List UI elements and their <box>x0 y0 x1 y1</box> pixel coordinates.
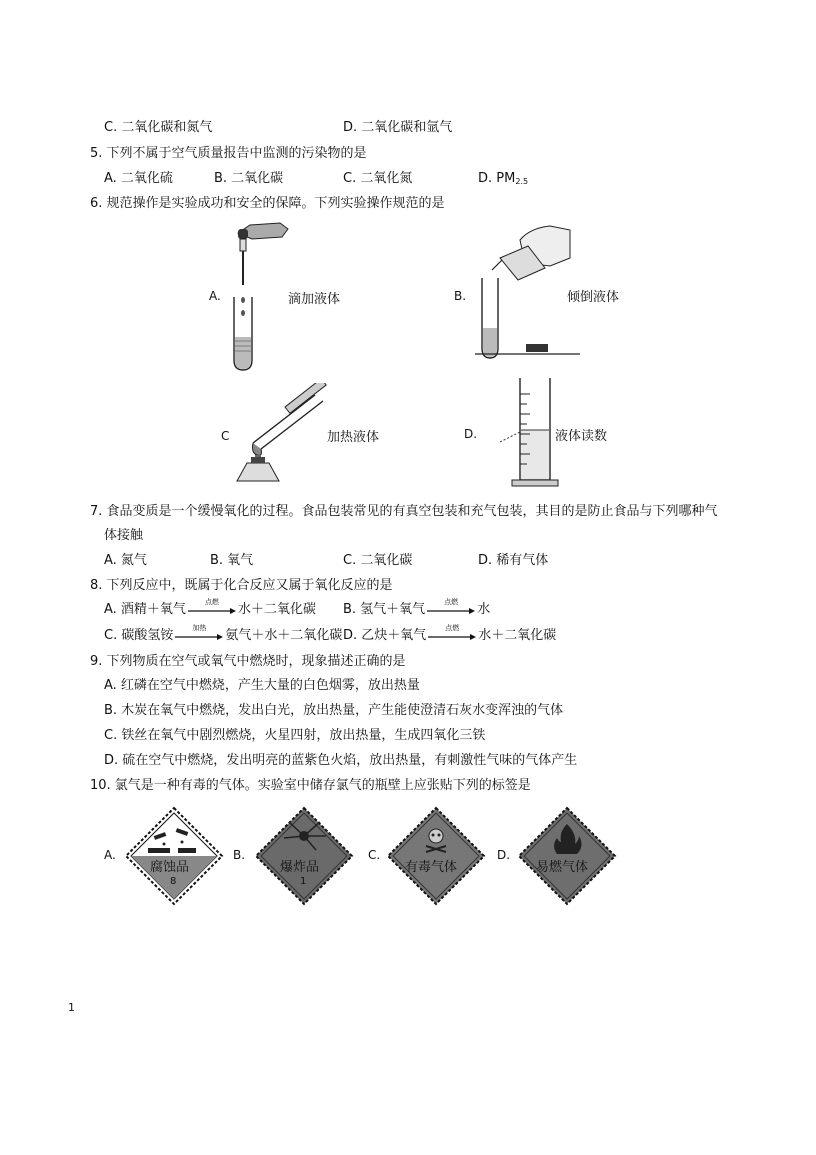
q4-option-d: D. 二氧化碳和氩气 <box>343 120 453 135</box>
q10-letter-d: D. <box>497 848 511 862</box>
q9-stem: 9. 下列物质在空气或氧气中燃烧时，现象描述正确的是 <box>90 654 406 669</box>
toxic-gas-label-text: 有毒气体 <box>405 860 458 875</box>
q10-letter-c: C. <box>368 848 381 862</box>
q6-caption-c: 加热液体 <box>327 430 380 445</box>
q6-letter-d: D. <box>464 427 478 441</box>
reaction-arrow-icon: 点燃 <box>187 603 237 617</box>
explosive-label-text: 爆炸品 <box>280 860 320 875</box>
q8-option-a: A. 酒精＋氧气 点燃 水＋二氧化碳 <box>104 597 316 617</box>
q6-caption-d: 液体读数 <box>555 429 608 444</box>
q6-letter-a: A. <box>209 289 221 303</box>
q9-option-d: D. 硫在空气中燃烧，发出明亮的蓝紫色火焰，放出热量，有刺激性气味的气体产生 <box>104 753 578 768</box>
q6-letter-b: B. <box>454 289 467 303</box>
corrosive-class-number: 8 <box>170 876 177 887</box>
q5-option-a: A. 二氧化硫 <box>104 171 173 186</box>
q7-option-b: B. 氧气 <box>210 553 254 568</box>
q7-stem-line2: 体接触 <box>104 528 144 543</box>
q7-option-a: A. 氮气 <box>104 553 147 568</box>
reaction-arrow-icon: 加热 <box>174 629 224 643</box>
q10-stem: 10. 氯气是一种有毒的气体。实验室中储存氯气的瓶壁上应张贴下列的标签是 <box>90 778 531 793</box>
q6-stem: 6. 规范操作是实验成功和安全的保障。下列实验操作规范的是 <box>90 196 445 211</box>
pouring-liquid-figure <box>470 218 580 363</box>
q9-option-a: A. 红磷在空气中燃烧，产生大量的白色烟雾，放出热量 <box>104 678 420 693</box>
heating-liquid-figure <box>225 383 335 483</box>
q5-option-d: D. $PM_{2.5}$ <box>478 171 529 186</box>
q7-stem-line1: 7. 食品变质是一个缓慢氧化的过程。食品包装常见的有真空包装和充气包装，其目的是防止食品与下列哪种气 <box>90 504 718 519</box>
q4-option-c: C. 二氧化碳和氮气 <box>104 120 213 135</box>
q9-option-c: C. 铁丝在氧气中剧烈燃烧，火星四射，放出热量，生成四氧化三铁 <box>104 728 486 743</box>
q8-option-d: D. 乙炔＋氧气 点燃 水＋二氧化碳 <box>343 623 557 643</box>
q8-option-c: C. 碳酸氢铵 加热 氨气＋水＋二氧化碳 <box>104 623 343 643</box>
q5-option-b: B. 二氧化碳 <box>214 171 284 186</box>
corrosive-label-text: 腐蚀品 <box>150 860 190 875</box>
reaction-arrow-icon: 点燃 <box>426 603 476 617</box>
q8-option-b: B. 氢气＋氧气 点燃 水 <box>343 597 491 617</box>
q10-letter-b: B. <box>233 848 246 862</box>
page-number: 1 <box>68 1001 75 1014</box>
q10-letter-a: A. <box>104 848 116 862</box>
q5-stem: 5. 下列不属于空气质量报告中监测的污染物的是 <box>90 146 367 161</box>
q5-option-c: C. 二氧化氮 <box>343 171 413 186</box>
q6-letter-c: C <box>221 429 230 443</box>
q6-caption-a: 滴加液体 <box>288 292 341 307</box>
flammable-gas-label-text: 易燃气体 <box>536 860 589 875</box>
q9-option-b: B. 木炭在氧气中燃烧，发出白光，放出热量，产生能使澄清石灰水变浑浊的气体 <box>104 703 564 718</box>
explosive-class-number: 1 <box>300 876 307 887</box>
q7-option-c: C. 二氧化碳 <box>343 553 413 568</box>
reaction-arrow-icon: 点燃 <box>427 629 477 643</box>
q8-stem: 8. 下列反应中，既属于化合反应又属于氧化反应的是 <box>90 578 393 593</box>
q6-caption-b: 倾倒液体 <box>567 290 620 305</box>
q7-option-d: D. 稀有气体 <box>478 553 549 568</box>
